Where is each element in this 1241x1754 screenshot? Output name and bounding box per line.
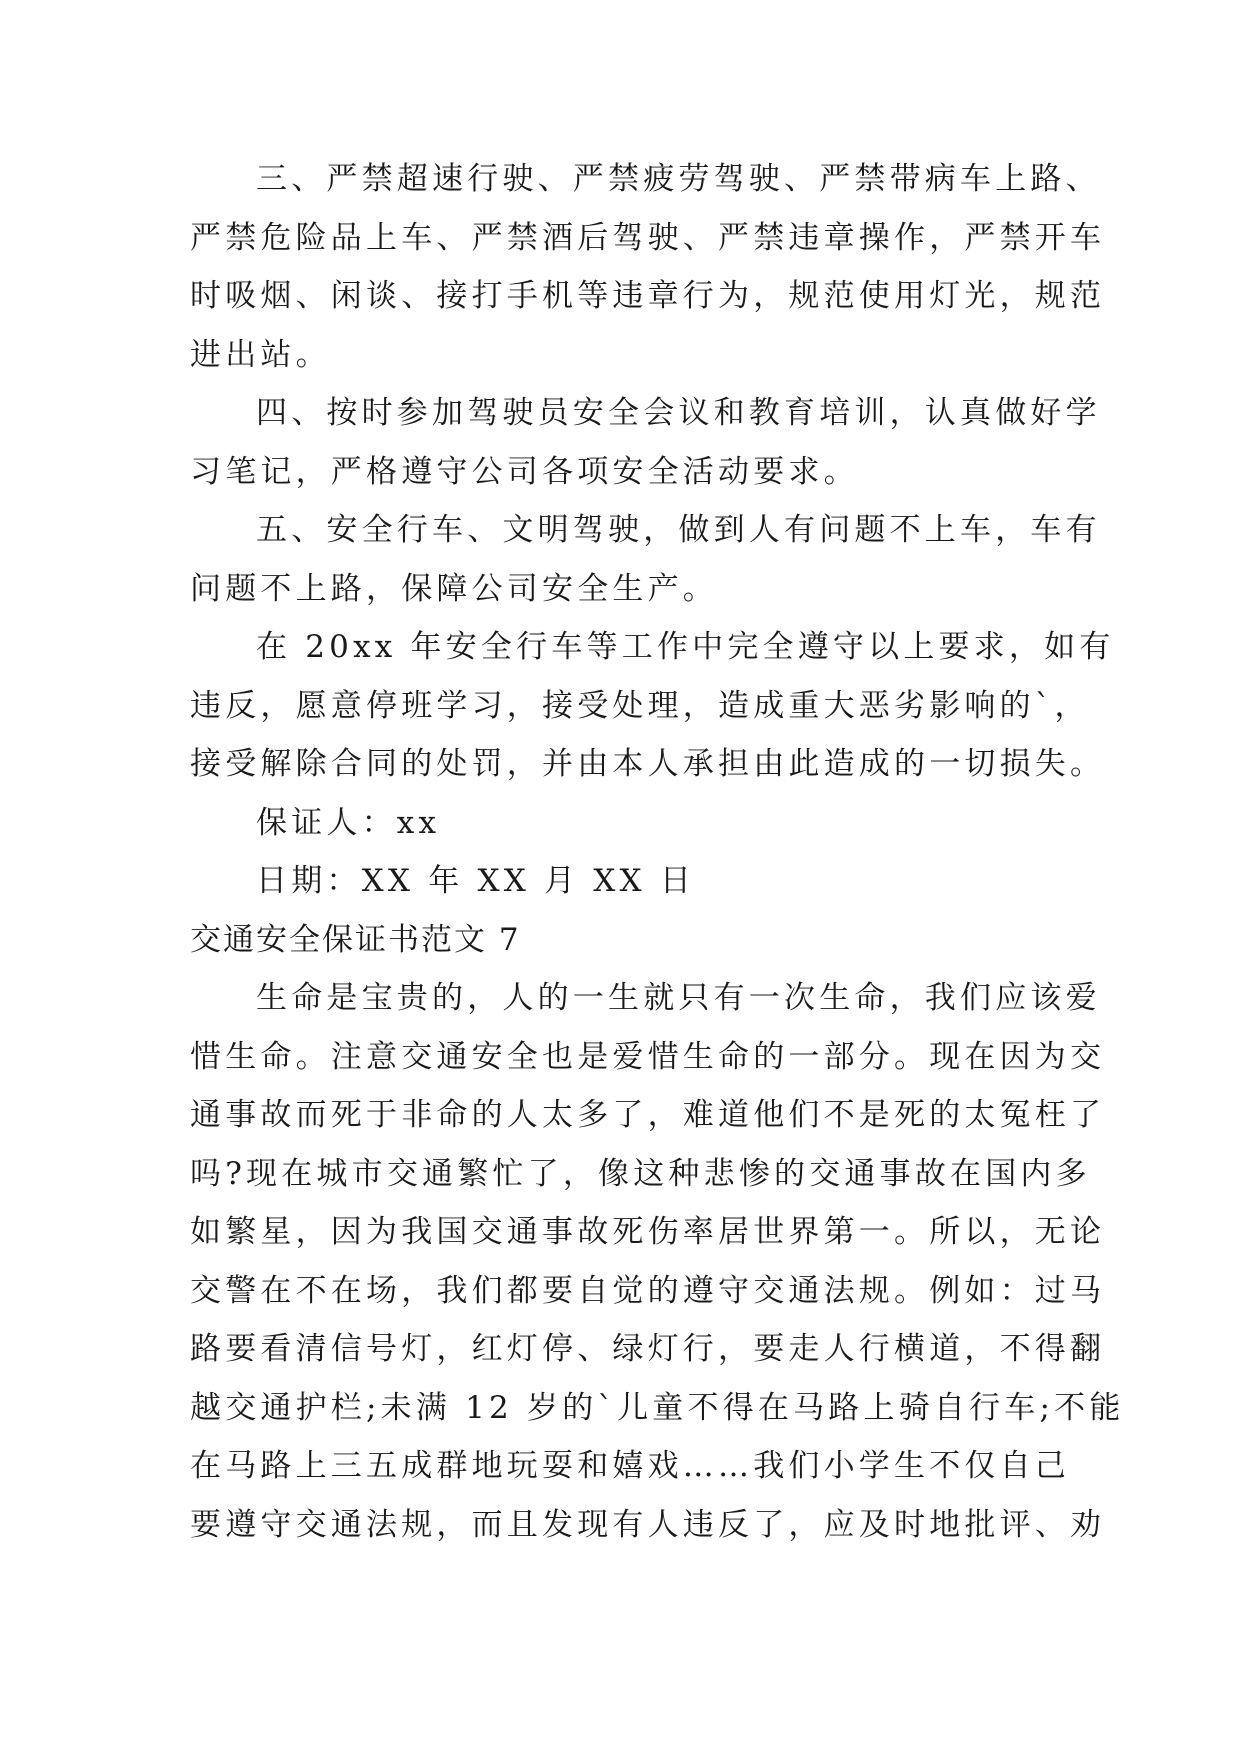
text-line: 违反，愿意停班学习，接受处理，造成重大恶劣影响的`， (190, 687, 1090, 724)
text-line: 要遵守交通法规，而且发现有人违反了，应及时地批评、劝 (190, 1506, 1106, 1543)
text-line: 三、严禁超速行驶、严禁疲劳驾驶、严禁带病车上路、 (256, 161, 1101, 197)
text-line: 越交通护栏;未满 12 岁的`儿童不得在马路上骑自行车;不能 (190, 1389, 1125, 1426)
text-line: 吗?现在城市交通繁忙了，像这种悲惨的交通事故在国内多 (190, 1155, 1091, 1192)
text-line: 交警在不在场，我们都要自觉的遵守交通法规。例如：过马 (190, 1272, 1106, 1309)
section-heading: 交通安全保证书范文 7 (190, 921, 521, 958)
text-line: 在马路上三五成群地玩耍和嬉戏……我们小学生不仅自己 (190, 1448, 1070, 1484)
text-line: 如繁星，因为我国交通事故死伤率居世界第一。所以，无论 (190, 1214, 1106, 1250)
text-line: 进出站。 (190, 336, 331, 373)
text-line: 严禁危险品上车、严禁酒后驾驶、严禁违章操作，严禁开车 (190, 219, 1106, 256)
text-line: 五、安全行车、文明驾驶，做到人有问题不上车，车有 (256, 512, 1101, 548)
document-body (190, 150, 1125, 1554)
text-line: 在 20xx 年安全行车等工作中完全遵守以上要求，如有 (256, 629, 1115, 665)
text-line: 通事故而死于非命的人太多了，难道他们不是死的太冤枉了 (190, 1097, 1106, 1133)
text-line: 惜生命。注意交通安全也是爱惜生命的一部分。现在因为交 (190, 1038, 1106, 1075)
text-line: 保证人：xx (256, 804, 441, 841)
text-line: 生命是宝贵的，人的一生就只有一次生命，我们应该爱 (256, 980, 1101, 1016)
text-line: 时吸烟、闲谈、接打手机等违章行为，规范使用灯光，规范 (190, 278, 1106, 314)
text-line: 接受解除合同的处罚，并由本人承担由此造成的一切损失。 (190, 746, 1106, 782)
text-line: 路要看清信号灯，红灯停、绿灯行，要走人行横道，不得翻 (190, 1331, 1106, 1367)
text-line: 习笔记，严格遵守公司各项安全活动要求。 (190, 453, 859, 490)
text-line: 问题不上路，保障公司安全生产。 (190, 570, 718, 607)
text-line: 日期：XX 年 XX 月 XX 日 (256, 863, 696, 899)
text-line: 四、按时参加驾驶员安全会议和教育培训，认真做好学 (256, 395, 1101, 431)
